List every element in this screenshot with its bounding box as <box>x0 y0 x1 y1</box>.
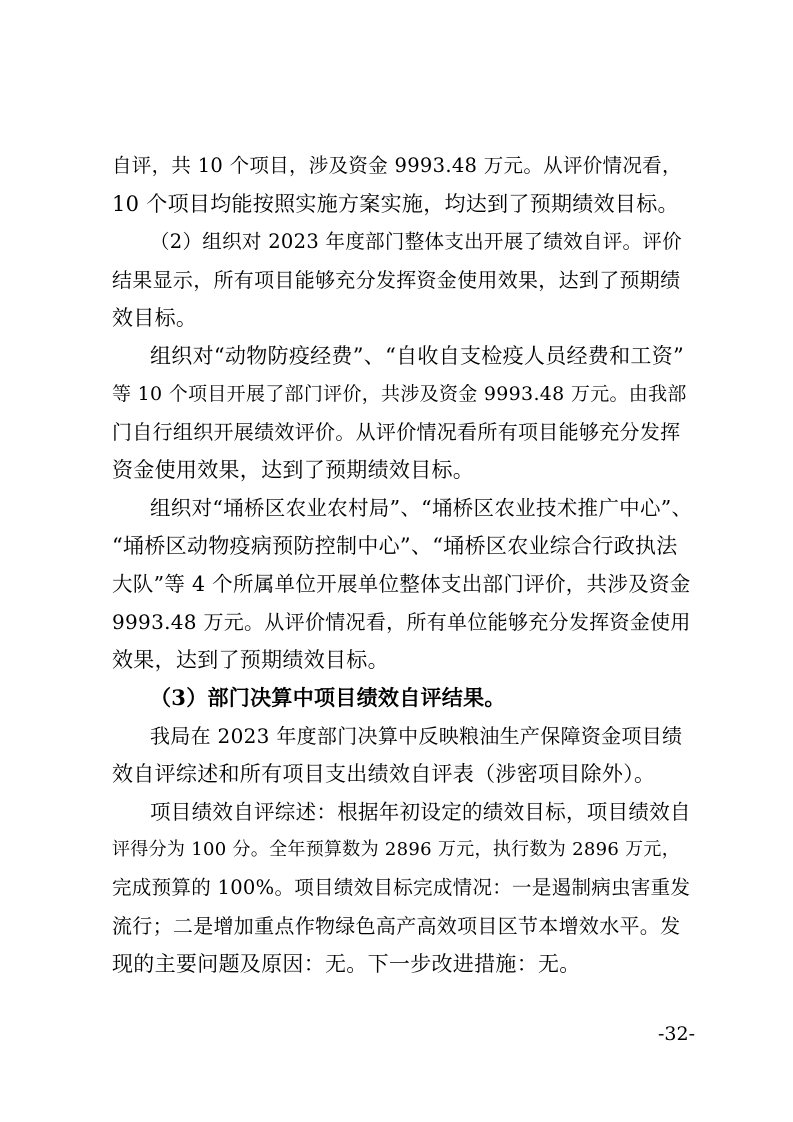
text-line: 效自评综述和所有项目支出绩效自评表（涉密项目除外）。 <box>112 762 656 786</box>
text-line: 效目标。 <box>112 306 198 330</box>
text-line: 9993.48 万元。从评价情况看，所有单位能够充分发挥资金使用 <box>112 610 691 634</box>
text-line: “埇桥区动物疫病预防控制中心”、“埇桥区农业综合行政执法 <box>112 534 678 558</box>
text-line: 现的主要问题及原因：无。下一步改进措施：无。 <box>112 952 581 976</box>
text-line: 结果显示，所有项目能够充分发挥资金使用效果，达到了预期绩 <box>112 268 681 292</box>
text-line: 流行；二是增加重点作物绿色高产高效项目区节本增效水平。发 <box>112 914 681 938</box>
text-line: 评得分为 100 分。全年预算数为 2896 万元，执行数为 2896 万元， <box>112 839 681 860</box>
paragraph-first-line: 组织对“埇桥区农业农村局”、“埇桥区农业技术推广中心”、 <box>150 496 693 520</box>
text-line: 10 个项目均能按照实施方案实施，均达到了预期绩效目标。 <box>112 192 679 216</box>
paragraph-first-line: 我局在 2023 年度部门决算中反映粮油生产保障资金项目绩 <box>150 724 683 748</box>
section-heading: （3）部门决算中项目绩效自评结果。 <box>150 685 506 710</box>
text-line: 大队”等 4 个所属单位开展单位整体支出部门评价，共涉及资金 <box>112 572 691 596</box>
text-line: 效果，达到了预期绩效目标。 <box>112 648 389 672</box>
text-line: 门自行组织开展绩效评价。从评价情况看所有项目能够充分发挥 <box>112 420 681 444</box>
paragraph-first-line: （2）组织对 2023 年度部门整体支出开展了绩效自评。评价 <box>150 230 682 253</box>
text-line: 等 10 个项目开展了部门评价，共涉及资金 9993.48 万元。由我部 <box>112 383 687 405</box>
text-line: 自评，共 10 个项目，涉及资金 9993.48 万元。从评价情况看， <box>112 154 682 177</box>
paragraph-first-line: 组织对“动物防疫经费”、“自收自支检疫人员经费和工资” <box>150 344 685 368</box>
paragraph-first-line: 项目绩效自评综述：根据年初设定的绩效目标，项目绩效自 <box>150 800 691 824</box>
text-line: 资金使用效果，达到了预期绩效目标。 <box>112 458 475 482</box>
page-number: -32- <box>657 1023 695 1045</box>
text-line: 完成预算的 100%。项目绩效目标完成情况：一是遏制病虫害重发 <box>112 876 691 899</box>
